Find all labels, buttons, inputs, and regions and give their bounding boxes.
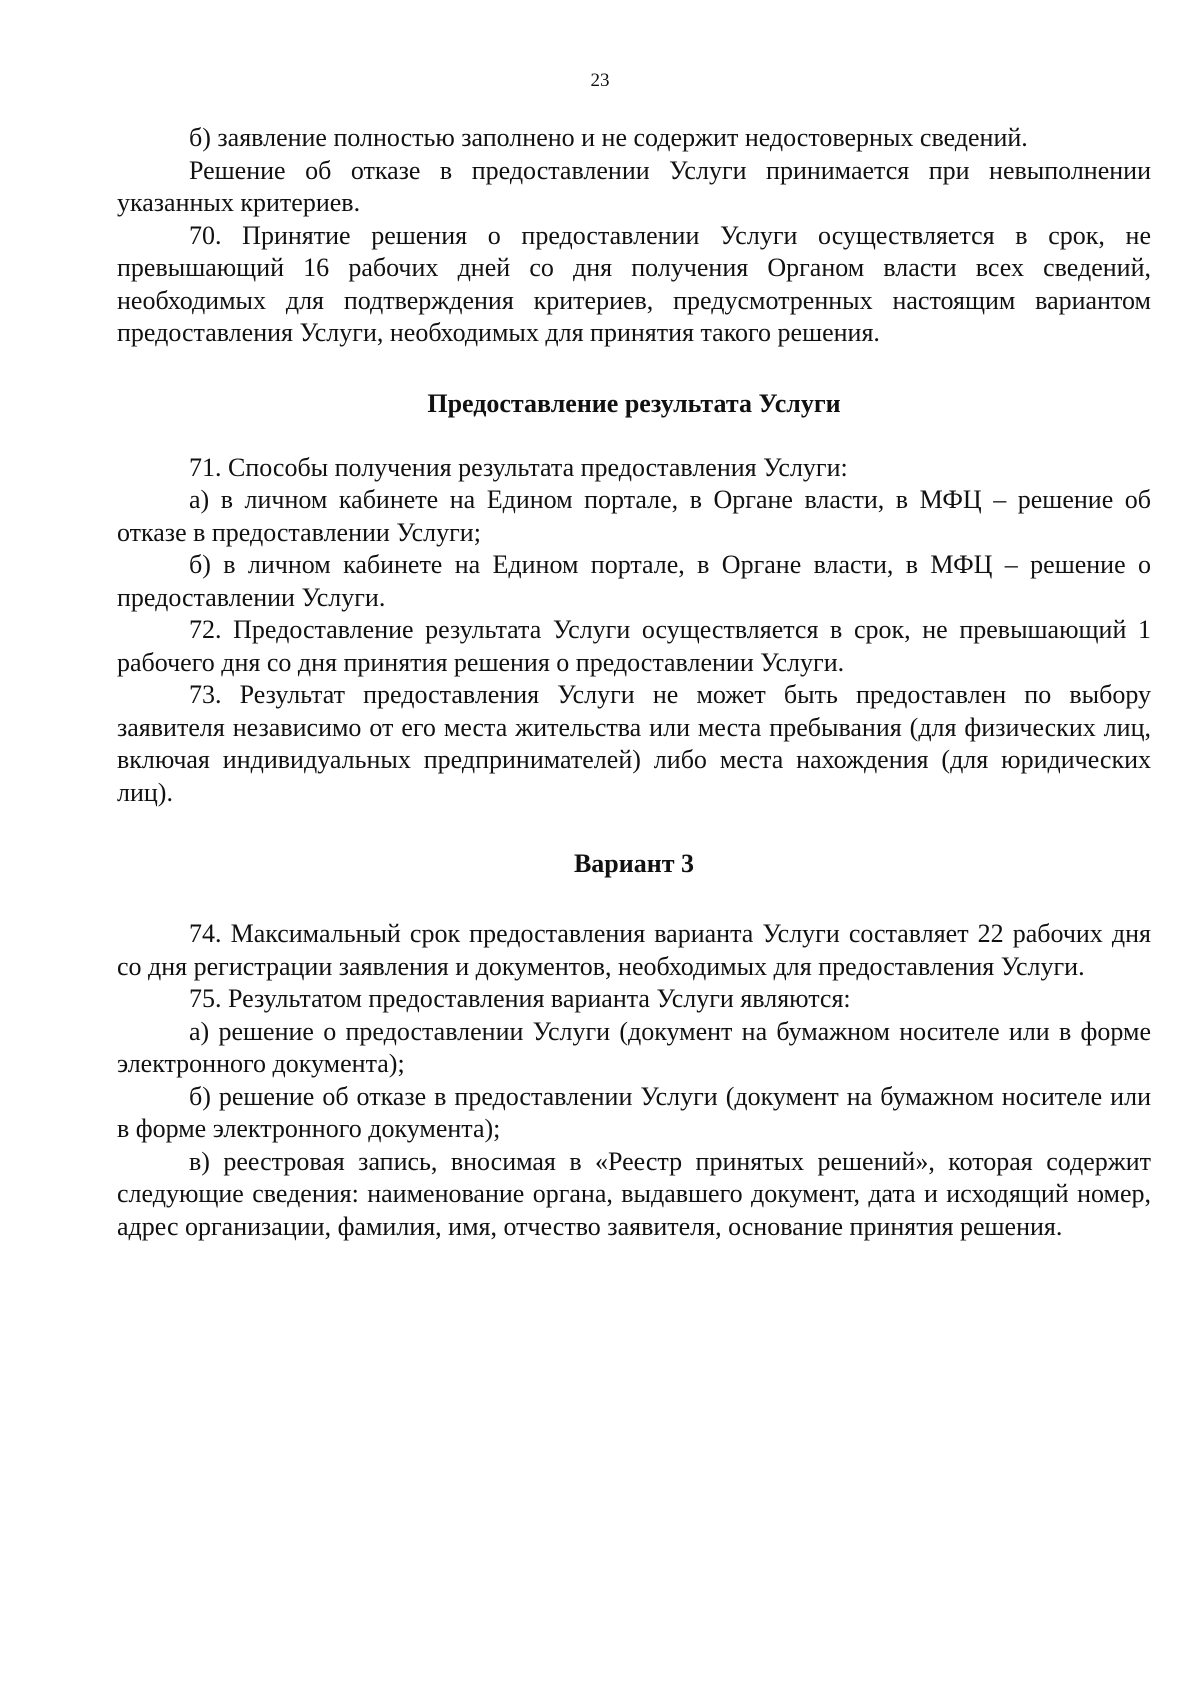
paragraph-75: 75. Результатом предоставления варианта Услуги являются: bbox=[189, 984, 851, 1013]
section-heading-result: Предоставление результата Услуги bbox=[427, 388, 841, 418]
section-heading-variant-3: Вариант 3 bbox=[573, 849, 695, 878]
paragraph-70: 70. Принятие решения о предоставлении Услуги осуществляется в срок, не превышающий 16 рабочих дней со дня получения Органом власти всех сведений, необходимых для подтверждения критериев, предусмотренных настоящим вариантом предоставления Услуги, необходимых для принятия такого решения. bbox=[117, 220, 1151, 347]
paragraph-75-b: б) решение об отказе в предоставлении Услуги (документ на бумажном носителе или в форме электронного документа); bbox=[117, 1081, 1151, 1143]
page-content bbox=[117, 122, 1151, 1243]
paragraph-criteria-b: б) заявление полностью заполнено и не содержит недостоверных сведений. bbox=[189, 123, 1028, 152]
paragraph-75-a: а) решение о предоставлении Услуги (документ на бумажном носителе или в форме электронного документа); bbox=[117, 1016, 1151, 1078]
paragraph-74: 74. Максимальный срок предоставления варианта Услуги составляет 22 рабочих дня со дня регистрации заявления и документов, необходимых для предоставления Услуги. bbox=[117, 919, 1151, 981]
paragraph-refusal-decision: Решение об отказе в предоставлении Услуги принимается при невыполнении указанных критериев. bbox=[117, 155, 1151, 217]
page-number: 23 bbox=[590, 70, 610, 91]
paragraph-71-a: а) в личном кабинете на Едином портале, в Органе власти, в МФЦ – решение об отказе в предоставлении Услуги; bbox=[117, 485, 1151, 547]
paragraph-72: 72. Предоставление результата Услуги осуществляется в срок, не превышающий 1 рабочего дня со дня принятия решения о предоставлении Услуги. bbox=[117, 615, 1151, 677]
paragraph-71: 71. Способы получения результата предоставления Услуги: bbox=[189, 452, 848, 482]
paragraph-73: 73. Результат предоставления Услуги не может быть предоставлен по выбору заявителя независимо от его места жительства или места пребывания (для физических лиц, включая индивидуальных предпринимателей) либо места нахождения (для юридических лиц). bbox=[117, 680, 1151, 807]
paragraph-75-v: в) реестровая запись, вносимая в «Реестр принятых решений», которая содержит следующие сведения: наименование органа, выдавшего документ, дата и исходящий номер, адрес организации, фамилия, имя, отчество заявителя, основание принятия решения. bbox=[117, 1146, 1151, 1241]
paragraph-71-b: б) в личном кабинете на Едином портале, в Органе власти, в МФЦ – решение о предоставлении Услуги. bbox=[117, 550, 1151, 612]
